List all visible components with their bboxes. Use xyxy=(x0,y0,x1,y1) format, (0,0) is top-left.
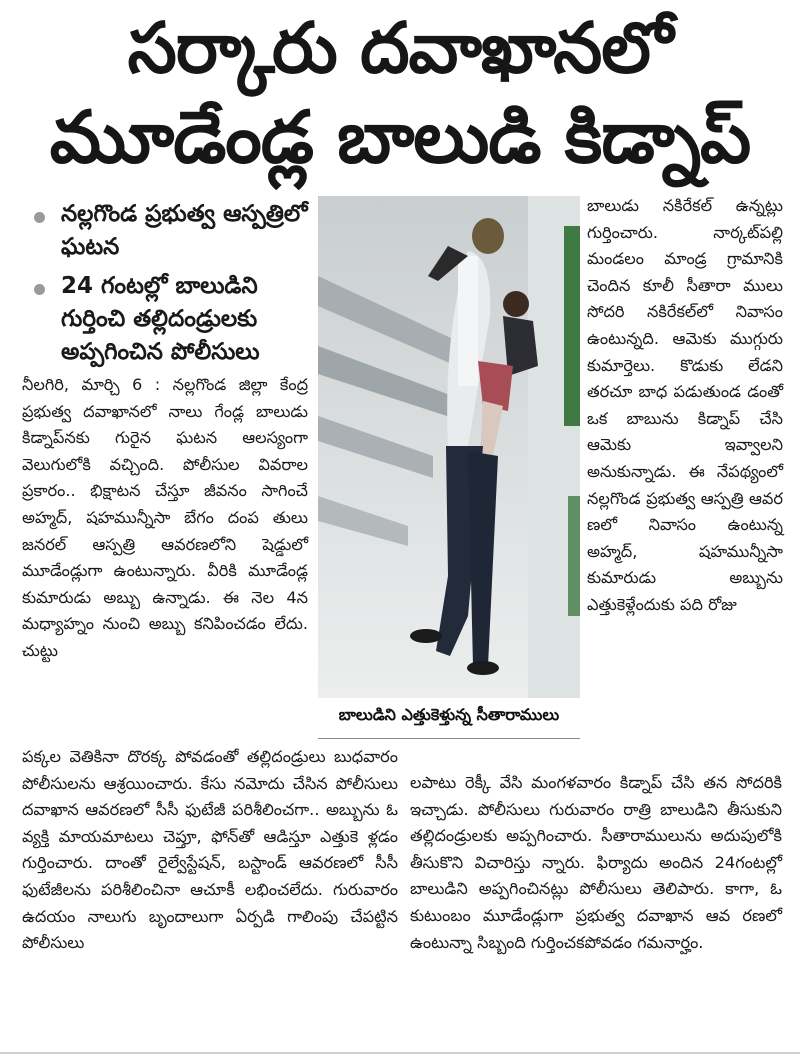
article-column-2 xyxy=(587,193,783,619)
news-photo xyxy=(318,196,580,698)
highlight-text: నల్లగొండ ప్రభుత్వ ఆస్పత్రిలో ఘటన xyxy=(61,201,308,260)
article-column-4 xyxy=(410,770,782,956)
article-text: నీలగిరి, మార్చి 6 : నల్లగొండ జిల్లా కేంద్ర ప్రభుత్వ దవాఖానలో నాలు గేండ్ల బాలుడు కిడ్నాప్‌నకు గురైన ఘటన ఆలస్యంగా వెలుగులోకి వచ్చింది. పోలీసుల వివరాల ప్రకారం.. భిక్షాటన చేస్తూ జీవనం సాగించే అహ్మద్, షహమున్నీసా బేగం దంప తులు జనరల్ ఆస్పత్రి ఆవరణలోని షెడ్డులో మూడేండ్లుగా ఉంటున్నారు. వీరికి మూడేండ్ల కుమారుడు అబ్బు ఉన్నాడు. ఈ నెల 4న మధ్యాహ్నం నుంచి అబ్బు కనిపించడం లేదు. చుట్టు xyxy=(22,375,308,660)
highlight-item xyxy=(28,198,318,264)
article-text: లపాటు రెక్కీ వేసి మంగళవారం కిడ్నాప్ చేసి తన సోదరికి ఇచ్చాడు. పోలీసులు గురువారం రాత్రి బాలుడిని తీసుకుని తల్లిదండ్రులకు అప్పగించారు. సీతారాములును అదుపులోకి తీసుకొని విచారిస్తు న్నారు. ఫిర్యాదు అందిన 24గంటల్లో బాలుడిని అప్పగించినట్లు పోలీసులు తెలిపారు. కాగా, ఓ కుటుంబం మూడేండ్లుగా ప్రభుత్వ దవాఖాన ఆవ రణలో ఉంటున్నా సిబ్బంది గుర్తించకపోవడం గమనార్హం. xyxy=(410,773,782,952)
headline-line-1: సర్కారు దవాఖానలో xyxy=(127,7,673,89)
caption-divider xyxy=(318,738,580,739)
article-text: బాలుడు నకిరేకల్ ఉన్నట్లు గుర్తించారు. నార్కట్‌పల్లి మండలం మాండ్ర గ్రామానికి చెందిన కూలీ సీతారా ములు సోదరి నకిరేకల్‌లో నివాసం ఉంటున్నది. ఆమెకు ముగ్గురు కుమార్తెలు. కొడుకు లేడని తరచూ బాధ పడుతుండ డంతో ఒక బాబును కిడ్నాప్ చేసి ఆమెకు ఇవ్వాలని అనుకున్నాడు. ఈ నేపథ్యంలో నల్లగొండ ప్రభుత్వ ఆస్పత్రి ఆవర ణలో నివాసం ఉంటున్న అహ్మద్, షహమున్నీసా కుమారుడు అబ్బును ఎత్తుకెళ్లేందుకు పది రోజు xyxy=(587,196,783,614)
photo-caption: బాలుడిని ఎత్తుకెళ్తున్న సీతారాములు xyxy=(338,705,560,724)
headline-line-2: మూడేండ్ల బాలుడి కిడ్నాప్ xyxy=(49,95,751,179)
article-text: పక్కల వెతికినా దొరక్క పోవడంతో తల్లిదండ్రులు బుధవారం పోలీసులను ఆశ్రయించారు. కేసు నమోదు చేసిన పోలీసులు దవాఖాన ఆవరణలో సీసీ ఫుటేజీ పరిశీలించగా.. అబ్బును ఓ వ్యక్తి మాయమాటలు చెప్తూ, ఫోన్‌తో ఆడిస్తూ ఎత్తుకె ళ్లడం గుర్తించారు. దాంతో రైల్వేస్టేషన్, బస్టాండ్ ఆవరణలో సీసీ ఫుటేజీలను పరిశీలించినా ఆచూకీ లభించలేదు. గురువారం ఉదయం నాలుగు బృందాలుగా ఏర్పడి గాలింపు చేపట్టిన పోలీసులు xyxy=(22,747,398,953)
highlight-item xyxy=(28,270,318,369)
highlight-text: 24 గంటల్లో బాలుడిని గుర్తించి తల్లిదండ్రులకు అప్పగించిన పోలీసులు xyxy=(61,273,260,365)
article-column-1 xyxy=(22,372,308,665)
cctv-photo-image xyxy=(318,196,580,698)
bullet-dot-icon xyxy=(34,212,45,223)
article-column-3 xyxy=(22,744,398,957)
bottom-divider xyxy=(0,1052,800,1054)
highlights xyxy=(28,198,318,375)
bullet-dot-icon xyxy=(34,284,45,295)
